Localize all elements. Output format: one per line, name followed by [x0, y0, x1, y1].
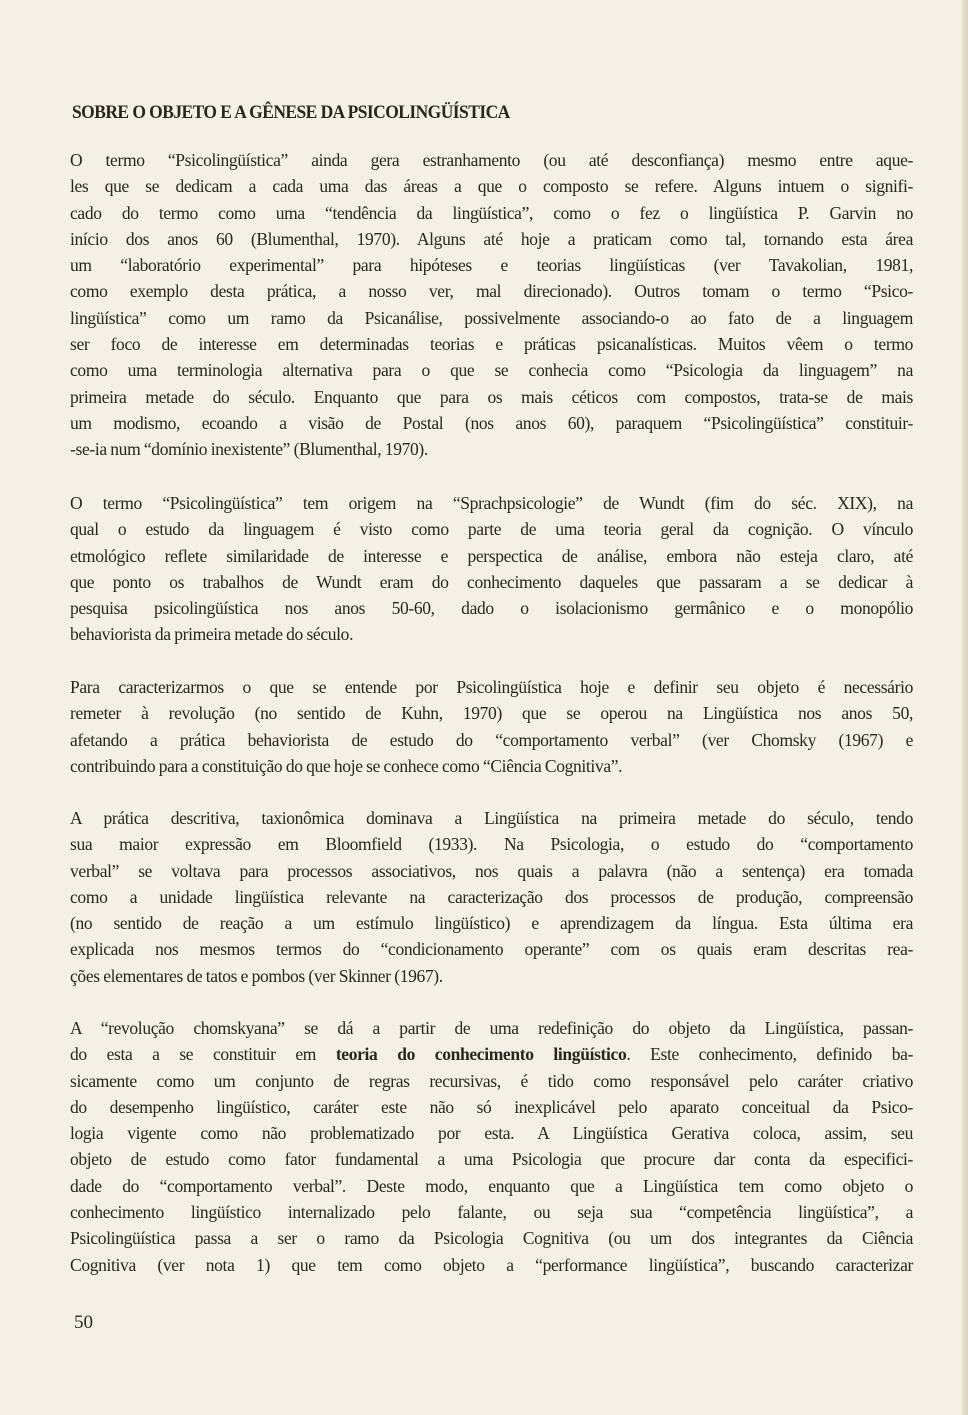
text-segment: . Este conhecimento, definido ba- [626, 1044, 913, 1065]
text-line: sicamente como um conjunto de regras recursivas, é tido como responsável pelo caráter criativo [70, 1070, 913, 1091]
text-line: etmológico reflete similaridade de interesse e perspectica de análise, embora não esteja claro, até [70, 545, 913, 566]
text-line: primeira metade do século. Enquanto que para os mais céticos com compostos, trata-se de mais [70, 386, 913, 407]
text-line: início dos anos 60 (Blumenthal, 1970). Alguns até hoje a praticam como tal, tornando esta área [70, 228, 913, 249]
text-line: que ponto os trabalhos de Wundt eram do conhecimento daqueles que passaram a se dedicar à [70, 571, 913, 592]
text-line: Psicolingüística passa a ser o ramo da Psicologia Cognitiva (ou um dos integrantes da Ciência [70, 1228, 913, 1249]
text-line: (no sentido de reação a um estímulo lingüístico) e aprendizagem da língua. Esta última era [70, 913, 913, 934]
paragraph-2 [70, 490, 913, 648]
text-line: pesquisa psicolingüística nos anos 50-60, dado o isolacionismo germânico e o monopólio [70, 598, 913, 619]
text-line: A prática descritiva, taxionômica dominava a Lingüística na primeira metade do século, tendo [70, 808, 913, 828]
text-line: um “laboratório experimental” para hipóteses e teorias lingüísticas (ver Tavakolian, 1981, [70, 255, 913, 276]
text-line: cado do termo como uma “tendência da lingüística”, como o fez o lingüística P. Garvin no [70, 202, 913, 223]
text-line: como a unidade lingüística relevante na caracterização dos processos de produção, compreensão [70, 886, 913, 907]
text-line: dade do “comportamento verbal”. Deste modo, enquanto que a Lingüística tem como objeto o [70, 1175, 913, 1196]
text-line: sua maior expressão em Bloomfield (1933). Na Psicologia, o estudo do “comportamento [70, 834, 913, 855]
text-line: -se-ia num “domínio inexistente” (Blumenthal, 1970). [70, 439, 428, 460]
page-edge [962, 0, 968, 1415]
text-line: qual o estudo da linguagem é visto como parte de uma teoria geral da cognição. O vínculo [70, 519, 913, 540]
text-segment: do esta a se constituir em [70, 1044, 336, 1065]
paragraph-3 [70, 674, 913, 779]
paragraph-1 [70, 147, 913, 463]
text-line: objeto de estudo como fator fundamental a uma Psicologia que procure dar conta da especifici- [70, 1149, 913, 1170]
text-line: A “revolução chomskyana” se dá a partir de uma redefinição do objeto da Lingüística, passan- [70, 1018, 913, 1038]
text-line: conhecimento lingüístico internalizado pelo falante, ou seja sua “competência lingüística”, a [70, 1202, 913, 1223]
paragraph-4 [70, 805, 913, 989]
text-line: les que se dedicam a cada uma das áreas a que o composto se refere. Alguns intuem o signifi- [70, 176, 913, 197]
text-line: O termo “Psicolingüística” ainda gera estranhamento (ou até desconfiança) mesmo entre aque- [70, 150, 913, 170]
text-line: explicada nos mesmos termos do “condicionamento operante” com os quais eram descritas rea- [70, 939, 913, 960]
text-line: um modismo, ecoando a visão de Postal (nos anos 60), paraquem “Psicolingüística” constituir- [70, 412, 913, 433]
text-line: como exemplo desta prática, a nosso ver, mal direcionado). Outros tomam o termo “Psico- [70, 281, 913, 302]
text-line: remeter à revolução (no sentido de Kuhn, 1970) que se operou na Lingüística nos anos 50, [70, 703, 913, 724]
text-line: verbal” se voltava para processos associativos, nos quais a palavra (não a sentença) era tomada [70, 860, 913, 881]
paragraph-5 [70, 1015, 913, 1278]
text-line: ser foco de interesse em determinadas teorias e práticas psicanalísticas. Muitos vêem o termo [70, 334, 913, 355]
text-line [70, 1041, 913, 1067]
text-line: logia vigente como não problematizado por esta. A Lingüística Gerativa coloca, assim, seu [70, 1123, 913, 1144]
page-number: 50 [74, 1312, 93, 1333]
text-line: ções elementares de tatos e pombos (ver Skinner (1967). [70, 965, 443, 986]
bold-phrase: teoria do conhecimento lingüístico [335, 1044, 627, 1065]
text-line: do desempenho lingüístico, caráter este não só inexplicável pelo aparato conceitual da Psico- [70, 1096, 913, 1117]
text-line: como uma terminologia alternativa para o que se conhecia como “Psicologia da linguagem” na [70, 360, 913, 381]
text-line: Cognitiva (ver nota 1) que tem como objeto a “performance lingüística”, buscando caracterizar [70, 1254, 913, 1275]
text-line: contribuindo para a constituição do que hoje se conhece como “Ciência Cognitiva”. [70, 755, 623, 776]
text-line: lingüística” como um ramo da Psicanálise, possivelmente associando-o ao fato de a linguagem [70, 307, 913, 328]
text-line: behaviorista da primeira metade do século. [70, 624, 354, 645]
text-line: O termo “Psicolingüística” tem origem na “Sprachpsicologie” de Wundt (fim do séc. XIX), na [70, 493, 913, 513]
section-heading: SOBRE O OBJETO E A GÊNESE DA PSICOLINGÜÍSTICA [72, 102, 510, 123]
text-line: Para caracterizarmos o que se entende por Psicolingüística hoje e definir seu objeto é necessário [70, 677, 913, 697]
text-line: afetando a prática behaviorista de estudo do “comportamento verbal” (ver Chomsky (1967) e [70, 729, 913, 750]
